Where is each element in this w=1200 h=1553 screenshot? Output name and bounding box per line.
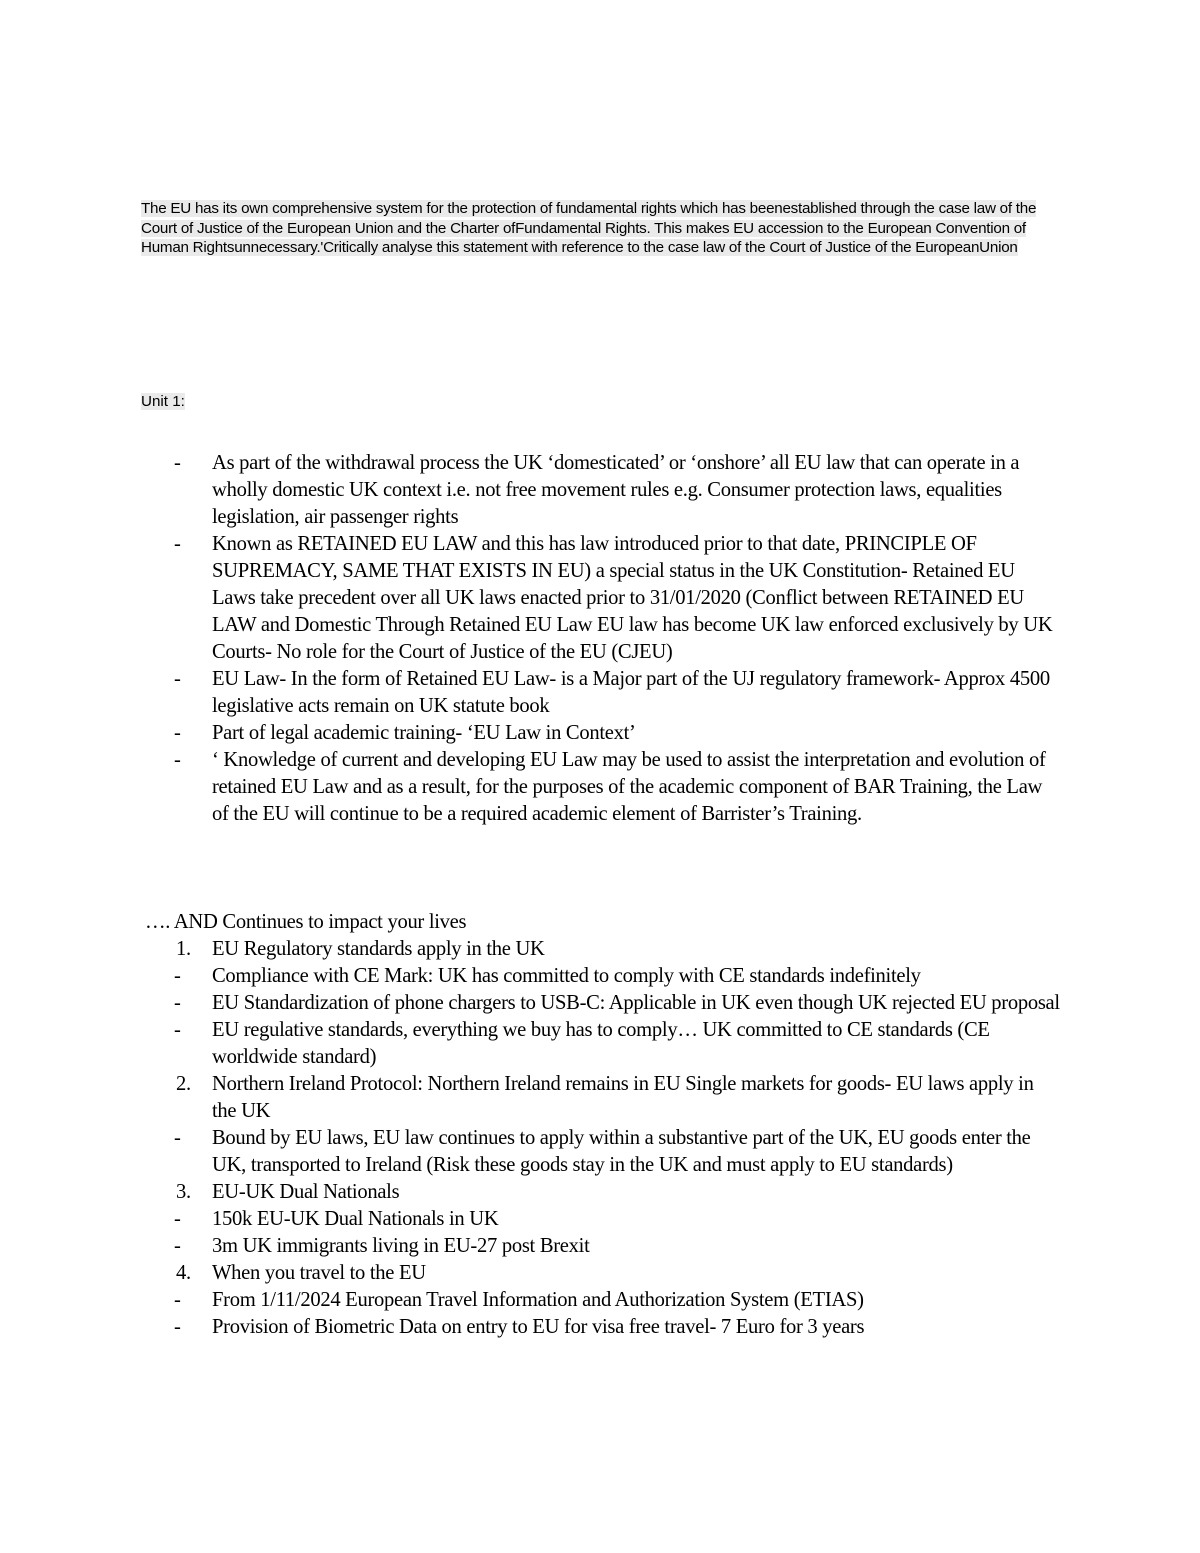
dash-marker: - <box>174 668 181 690</box>
unit-heading <box>141 392 185 411</box>
list-item <box>0 531 1200 666</box>
list-item <box>0 1287 1200 1314</box>
list-item <box>0 450 1200 531</box>
list-item-text: Provision of Biometric Data on entry to EU for visa free travel- 7 Euro for 3 years <box>212 1316 865 1338</box>
dash-marker: - <box>174 749 181 771</box>
dash-marker: - <box>174 1127 181 1149</box>
list-item-text: As part of the withdrawal process the UK ‘domesticated’ or ‘onshore’ all EU law that can operate in a wholly domestic UK context i.e. not free movement rules e.g. Consumer protection laws, equalities legislation, air passenger rights <box>212 452 1020 528</box>
list-item-text: Compliance with CE Mark: UK has committed to comply with CE standards indefinitely <box>212 965 921 987</box>
list-item <box>0 1017 1200 1071</box>
impact-list <box>0 936 1200 1341</box>
list-item <box>0 963 1200 990</box>
number-marker: 3. <box>176 1181 191 1203</box>
list-item-text: EU Law- In the form of Retained EU Law- is a Major part of the UJ regulatory framework- Approx 4500 legislative acts remain on UK statute book <box>212 668 1050 717</box>
list-item-text: EU Standardization of phone chargers to USB-C: Applicable in UK even though UK rejected EU proposal <box>212 992 1060 1014</box>
list-item-text: EU regulative standards, everything we buy has to comply… UK committed to CE standards (CE worldwide standard) <box>212 1019 990 1068</box>
list-item <box>0 1233 1200 1260</box>
list-item-text: Bound by EU laws, EU law continues to apply within a substantive part of the UK, EU goods enter the UK, transported to Ireland (Risk these goods stay in the UK and must apply to EU standards) <box>212 1127 1031 1176</box>
dash-marker: - <box>174 533 181 555</box>
number-marker: 2. <box>176 1073 191 1095</box>
list-item <box>0 1206 1200 1233</box>
list-item-text: Known as RETAINED EU LAW and this has law introduced prior to that date, PRINCIPLE OF SUPREMACY, SAME THAT EXISTS IN EU) a special status in the UK Constitution- Retained EU Laws take precedent over all UK laws enacted prior to 31/01/2020 (Conflict between RETAINED EU LAW and Domestic Through Retained EU Law EU law has become UK law enforced exclusively by UK Courts- No role for the Court of Justice of the EU (CJEU) <box>212 533 1053 663</box>
list-item <box>0 666 1200 720</box>
list-item <box>0 1179 1200 1206</box>
list-item <box>0 1260 1200 1287</box>
list-item-text: 150k EU-UK Dual Nationals in UK <box>212 1208 499 1230</box>
list-item-text: When you travel to the EU <box>212 1262 426 1284</box>
list-item-text: Part of legal academic training- ‘EU Law in Context’ <box>212 722 636 744</box>
dash-marker: - <box>174 1289 181 1311</box>
list-item <box>0 990 1200 1017</box>
list-item-text: 3m UK immigrants living in EU-27 post Brexit <box>212 1235 590 1257</box>
list-item-text: ‘ Knowledge of current and developing EU Law may be used to assist the interpretation and evolution of retained EU Law and as a result, for the purposes of the academic component of BAR Training, the Law of the EU will continue to be a required academic element of Barrister’s Training. <box>212 749 1046 825</box>
list-item-text: EU-UK Dual Nationals <box>212 1181 400 1203</box>
dash-marker: - <box>174 1235 181 1257</box>
list-item-text: Northern Ireland Protocol: Northern Ireland remains in EU Single markets for goods- EU laws apply in the UK <box>212 1073 1034 1122</box>
dash-marker: - <box>174 992 181 1014</box>
number-marker: 4. <box>176 1262 191 1284</box>
list-item <box>0 936 1200 963</box>
essay-question-text: The EU has its own comprehensive system for the protection of fundamental rights which has beenestablished through the case law of the Court of Justice of the European Union and the Charter ofFundamental Rights. This makes EU accession to the European Convention of Human Rightsunnecessary.'Critically analyse this statement with reference to the case law of the Court of Justice of the EuropeanUnion <box>141 200 1037 256</box>
number-marker: 1. <box>176 938 191 960</box>
dash-marker: - <box>174 722 181 744</box>
list-item <box>0 1314 1200 1341</box>
dash-marker: - <box>174 452 181 474</box>
list-item <box>0 1125 1200 1179</box>
list-item <box>0 720 1200 747</box>
list-item <box>0 747 1200 828</box>
dash-marker: - <box>174 1316 181 1338</box>
impact-heading: …. AND Continues to impact your lives <box>145 911 467 933</box>
unit1-list <box>0 450 1200 828</box>
dash-marker: - <box>174 1208 181 1230</box>
dash-marker: - <box>174 965 181 987</box>
list-item <box>0 1071 1200 1125</box>
unit-heading-text: Unit 1: <box>141 393 185 410</box>
list-item-text: From 1/11/2024 European Travel Information and Authorization System (ETIAS) <box>212 1289 864 1311</box>
essay-question <box>141 199 1056 258</box>
list-item-text: EU Regulatory standards apply in the UK <box>212 938 545 960</box>
dash-marker: - <box>174 1019 181 1041</box>
